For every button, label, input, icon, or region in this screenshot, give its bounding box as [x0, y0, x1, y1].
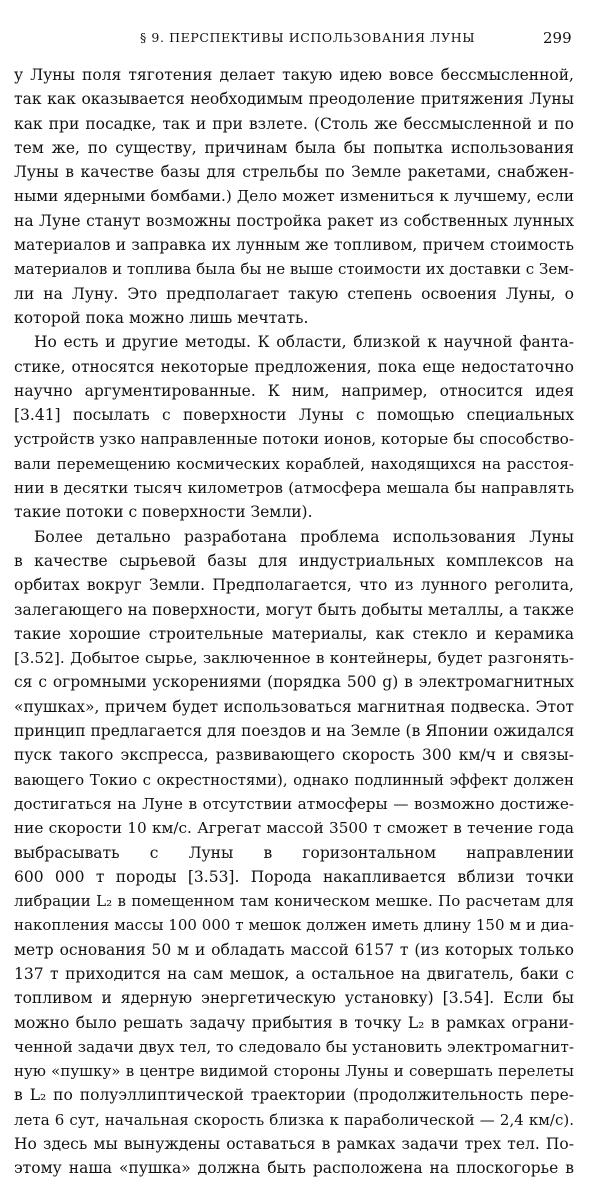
text-line: ся с огромными ускорениями (порядка 500 g) в электромагнитных	[14, 673, 574, 692]
text-line: устройств узко направленные потоки ионов, которые бы способство-	[14, 430, 574, 449]
text-line: Луны в качестве базы для стрельбы по Земле ракетами, снабжен-	[14, 163, 574, 182]
text-line: нии в десятки тысяч километров (атмосфера мешала бы направлять	[14, 479, 574, 498]
text-line: можно было решать задачу прибытия в точку L₂ в рамках ограни-	[14, 1013, 574, 1032]
text-line: ние скорости 10 км/с. Агрегат массой 3500 т сможет в течение года	[14, 819, 574, 838]
text-line: в качестве сырьевой базы для индустриальных комплексов на	[14, 551, 574, 570]
text-line: достигаться на Луне в отсутствии атмосферы — возможно достиже-	[14, 794, 574, 813]
text-line: топливом и ядерную энергетическую установку) [3.54]. Если бы	[14, 989, 574, 1008]
text-line: так как оказывается необходимым преодоление притяжения Луны	[14, 90, 574, 109]
text-line: в L₂ по полуэллиптической траектории (продолжительность пере-	[14, 1086, 574, 1105]
text-line: [3.41] посылать с поверхности Луны с помощью специальных	[14, 406, 574, 425]
text-line: выбрасывать с Луны в горизонтальном направлении	[14, 843, 574, 862]
text-line: орбитах вокруг Земли. Предполагается, что из лунного реголита,	[14, 576, 574, 595]
text-line: вающего Токио с окрестностями), однако подлинный эффект должен	[14, 770, 574, 789]
text-line: пуск такого экспресса, развивающего скорость 300 км/ч и связы-	[14, 746, 574, 765]
text-line: этому наша «пушка» должна быть расположена на плоскогорье в	[14, 1159, 574, 1178]
text-line: материалов и заправка их лунным же топливом, причем стоимость	[14, 236, 574, 255]
paragraph-end-line: которой пока можно лишь мечтать.	[14, 308, 309, 327]
text-line: 137 т приходится на сам мешок, а остальное на двигатель, баки с	[14, 964, 574, 983]
text-line: ными ядерными бомбами.) Дело может измениться к лучшему, если	[14, 187, 574, 206]
text-line: тем же, по существу, причинам была бы попытка использования	[14, 138, 574, 157]
text-line: [3.52]. Добытое сырье, заключенное в контейнеры, будет разгонять-	[14, 649, 574, 668]
running-title: § 9. ПЕРСПЕКТИВЫ ИСПОЛЬЗОВАНИЯ ЛУНЫ	[140, 30, 476, 45]
paragraph-first-line: Более детально разработана проблема использования Луны	[34, 527, 574, 546]
text-line: такие хорошие строительные материалы, как стекло и керамика	[14, 624, 574, 643]
text-line: как при посадке, так и при взлете. (Столь же бессмысленной и по	[14, 114, 574, 133]
text-line: у Луны поля тяготения делает такую идею вовсе бессмысленной,	[14, 66, 574, 84]
text-line: стике, относятся некоторые предложения, пока еще недостаточно	[14, 357, 574, 376]
paragraph-end-line: такие потоки с поверхности Земли).	[14, 503, 313, 522]
page-number: 299	[543, 29, 572, 47]
text-line: лета 6 сут, начальная скорость близка к параболической — 2,4 км/с).	[14, 1110, 574, 1129]
text-line: залегающего на поверхности, могут быть добыты металлы, а также	[14, 600, 574, 619]
text-line: материалов и топлива была бы не выше стоимости их доставки с Зем-	[14, 260, 574, 279]
text-line: научно аргументированные. К ним, например, относится идея	[14, 381, 574, 400]
text-line: накопления массы 100 000 т мешок должен иметь длину 150 м и диа-	[14, 916, 574, 935]
text-line: принцип предлагается для поездов и на Земле (в Японии ожидался	[14, 722, 575, 741]
text-line: 600 000 т породы [3.53]. Порода накапливается вблизи точки	[14, 867, 574, 886]
text-line: «пушках», причем будет использоваться магнитная подвеска. Этот	[14, 697, 574, 716]
text-line: ли на Луну. Это предполагает такую степень освоения Луны, о	[14, 284, 574, 303]
text-line: вали перемещению космических кораблей, находящихся на расстоя-	[14, 454, 574, 473]
text-line: ную «пушку» в центре видимой стороны Луны и совершать перелеты	[14, 1062, 574, 1081]
text-line: ченной задачи двух тел, то следовало бы установить электромагнит-	[14, 1037, 574, 1056]
running-header	[0, 30, 600, 52]
text-line: либрации L₂ в помещенном там коническом мешке. По расчетам для	[14, 892, 574, 911]
body-text	[14, 63, 574, 1181]
paragraph-first-line: Но есть и другие методы. К области, близкой к научной фанта-	[34, 333, 574, 352]
text-line: Но здесь мы вынуждены оставаться в рамках задачи трех тел. По-	[14, 1135, 574, 1154]
text-line: метр основания 50 м и обладать массой 6157 т (из которых только	[14, 940, 574, 959]
text-line: на Луне станут возможны постройка ракет из собственных лунных	[14, 211, 574, 230]
